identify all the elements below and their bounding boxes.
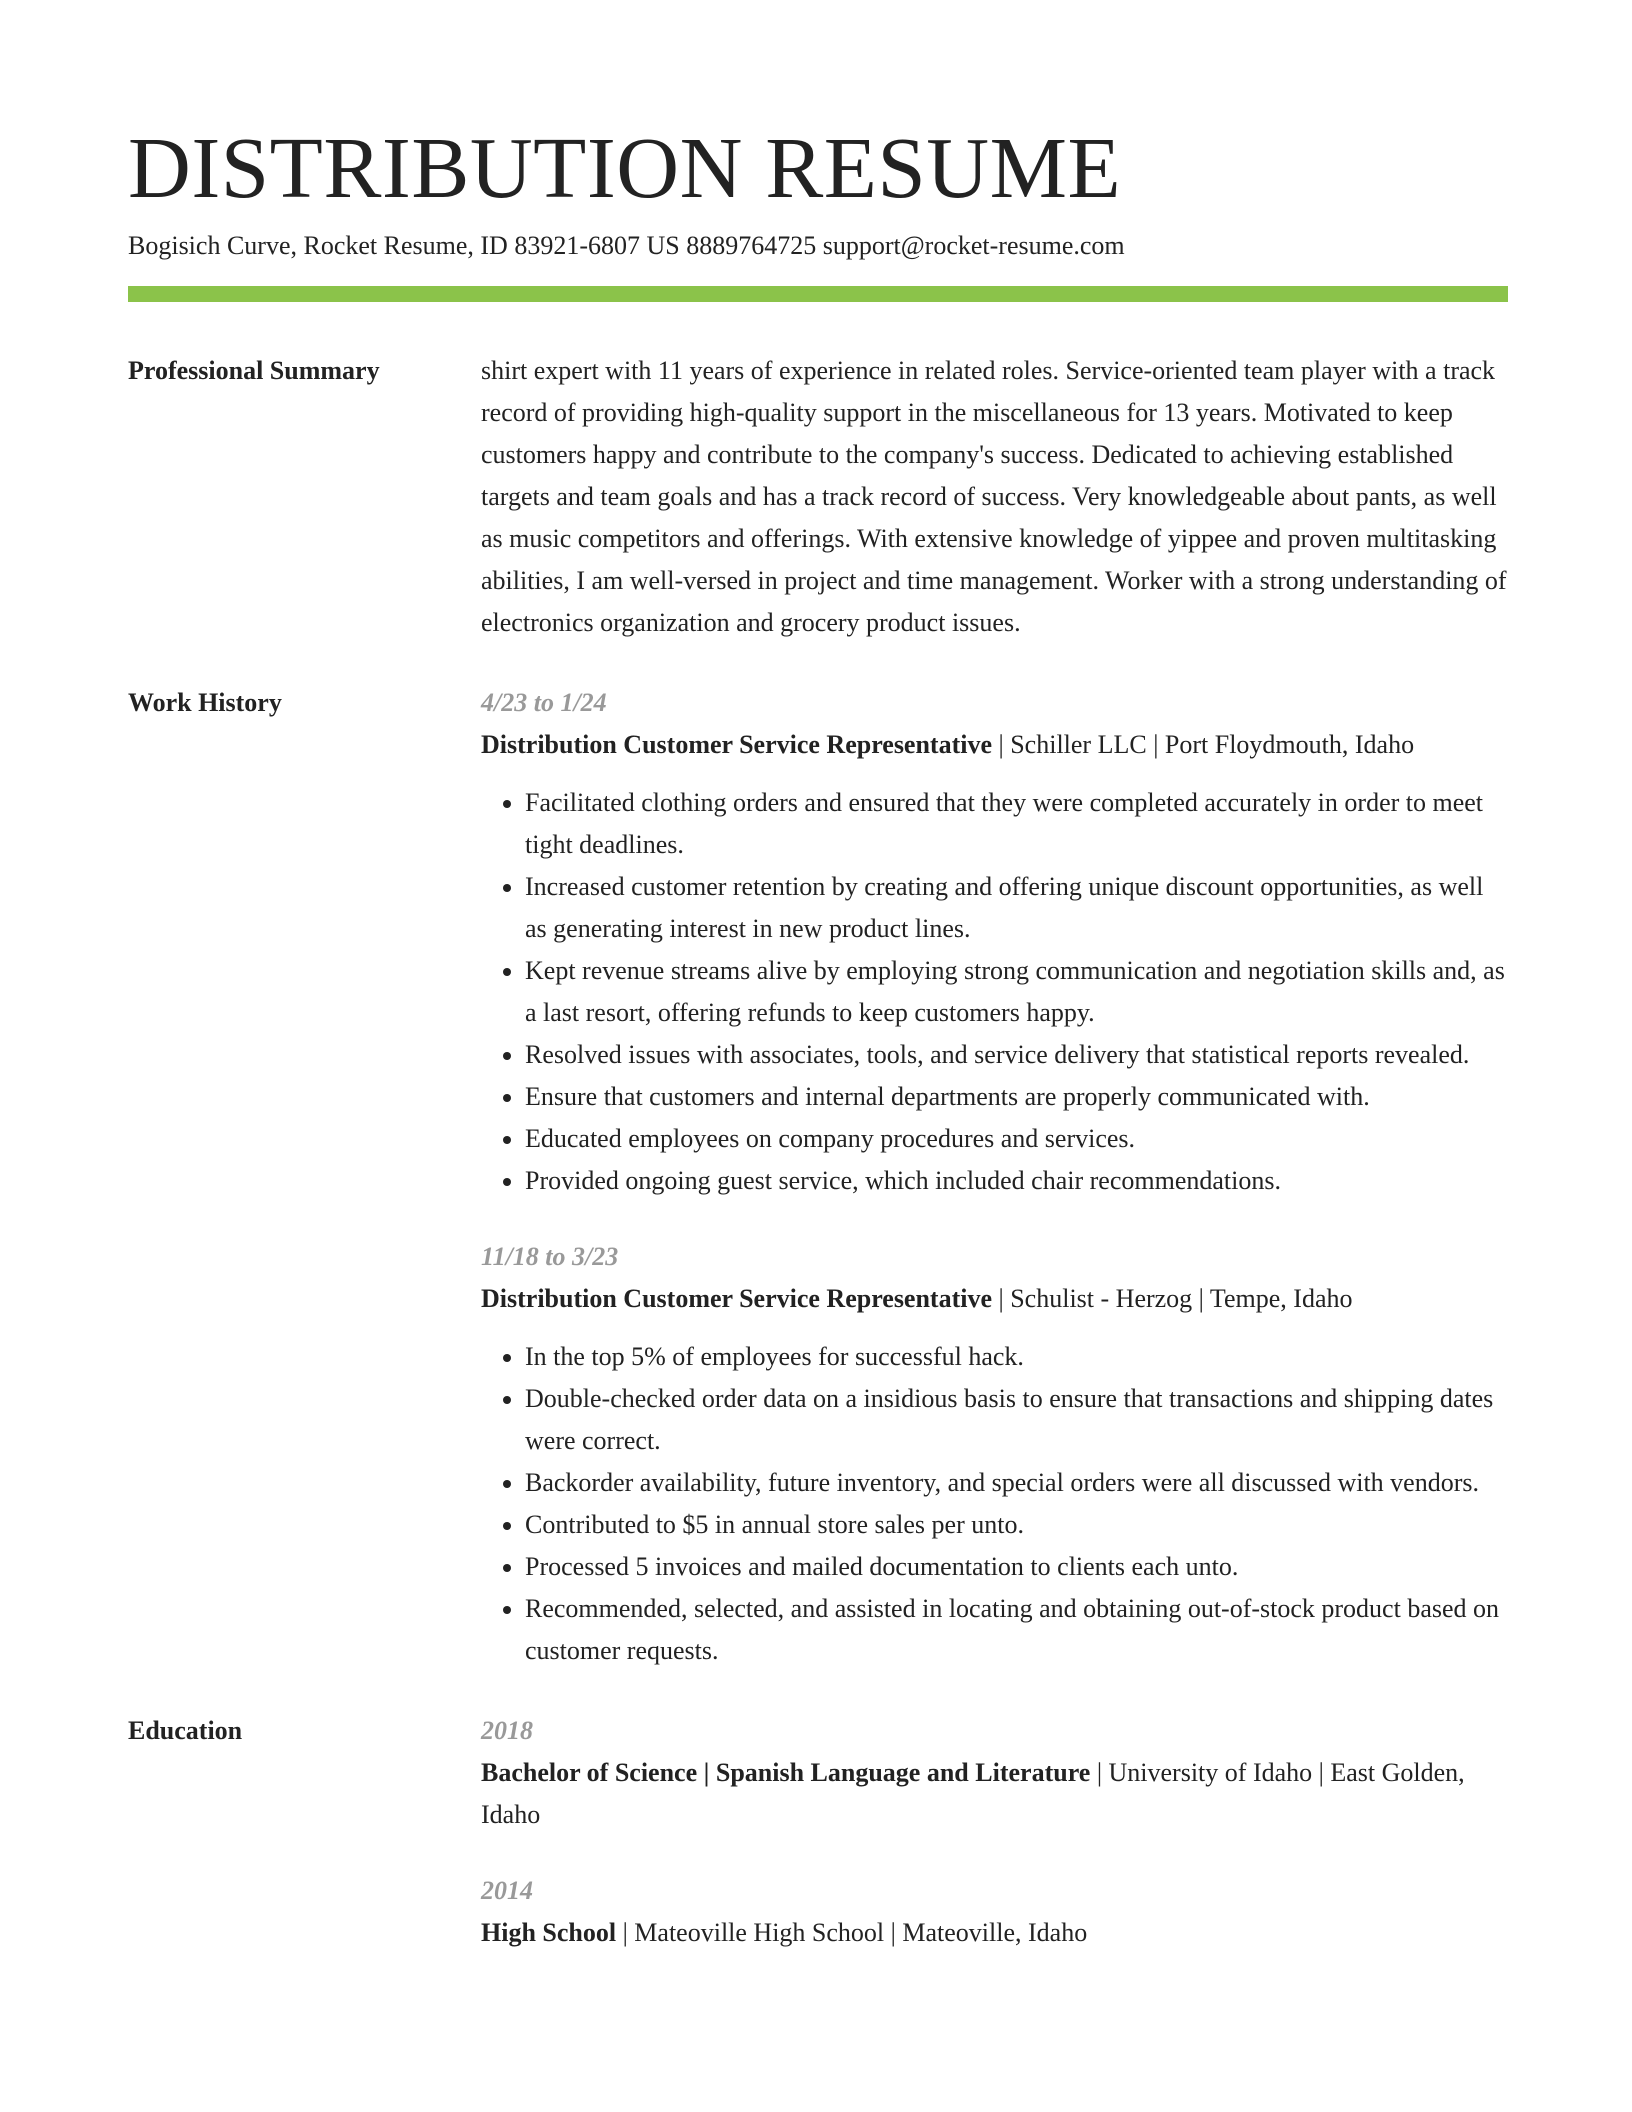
job-bullet: • In the top 5% of employees for successful hack. bbox=[525, 1336, 1508, 1378]
job-bullet: • Double-checked order data on a insidious basis to ensure that transactions and shipping dates were correct. bbox=[525, 1378, 1508, 1462]
job-title: Distribution Customer Service Representative bbox=[481, 1284, 993, 1313]
education-heading: Education bbox=[128, 1716, 243, 1745]
education-entry bbox=[481, 1870, 1508, 1954]
job-bullet: • Increased customer retention by creating and offering unique discount opportunities, as well as generating interest in new product lines. bbox=[525, 866, 1508, 950]
job-role bbox=[481, 1278, 1508, 1320]
job-bullet: • Processed 5 invoices and mailed documentation to clients each unto. bbox=[525, 1546, 1508, 1588]
work-history-body bbox=[481, 682, 1508, 1672]
education-body bbox=[481, 1710, 1508, 1954]
summary-body bbox=[481, 350, 1508, 644]
summary-text: shirt expert with 11 years of experience in related roles. Service-oriented team player with a track record of providing high-quality support in the miscellaneous for 13 years. Motivated to keep customers happy and contribute to the company's success. Dedicated to achieving established targets and team goals and has a track record of success. Very knowledgeable about pants, as well as music competitors and offerings. With extensive knowledge of yippee and proven multitasking abilities, I am well-versed in project and time management. Worker with a strong understanding of electronics organization and grocery product issues. bbox=[481, 356, 1507, 637]
job-bullet: • Recommended, selected, and assisted in locating and obtaining out-of-stock product based on customer requests. bbox=[525, 1588, 1508, 1672]
education-year: 2018 bbox=[481, 1716, 533, 1745]
education-details: | Mateoville High School | Mateoville, Idaho bbox=[616, 1918, 1088, 1947]
job-bullet: • Ensure that customers and internal departments are properly communicated with. bbox=[525, 1076, 1508, 1118]
summary-heading: Professional Summary bbox=[128, 356, 380, 385]
education-entry bbox=[481, 1710, 1508, 1836]
job-dates: 4/23 to 1/24 bbox=[481, 688, 607, 717]
work-history-heading: Work History bbox=[128, 688, 282, 717]
education-degree: Bachelor of Science | Spanish Language and Literature bbox=[481, 1758, 1091, 1787]
education-degree-line bbox=[481, 1912, 1508, 1954]
contact-line: Bogisich Curve, Rocket Resume, ID 83921-6807 US 8889764725 support@rocket-resume.com bbox=[128, 231, 1125, 260]
resume-content bbox=[128, 350, 1508, 1992]
education-year: 2014 bbox=[481, 1876, 533, 1905]
job-entry bbox=[481, 682, 1508, 1202]
job-bullet: • Educated employees on company procedures and services. bbox=[525, 1118, 1508, 1160]
job-dates: 11/18 to 3/23 bbox=[481, 1242, 619, 1271]
job-details: | Schiller LLC | Port Floydmouth, Idaho bbox=[992, 730, 1415, 759]
work-history-section bbox=[128, 682, 1508, 1672]
job-bullet: • Facilitated clothing orders and ensured that they were completed accurately in order to meet tight deadlines. bbox=[525, 782, 1508, 866]
accent-divider bbox=[128, 286, 1508, 302]
resume-title: DISTRIBUTION RESUME bbox=[128, 119, 1122, 216]
job-role bbox=[481, 724, 1508, 766]
resume-header bbox=[128, 118, 1508, 264]
job-bullet: • Provided ongoing guest service, which included chair recommendations. bbox=[525, 1160, 1508, 1202]
job-bullets bbox=[481, 782, 1508, 1202]
job-bullet: • Backorder availability, future inventory, and special orders were all discussed with vendors. bbox=[525, 1462, 1508, 1504]
education-section bbox=[128, 1710, 1508, 1954]
job-bullet: • Contributed to $5 in annual store sales per unto. bbox=[525, 1504, 1508, 1546]
education-degree-line bbox=[481, 1752, 1508, 1836]
job-bullets bbox=[481, 1336, 1508, 1672]
summary-section bbox=[128, 350, 1508, 644]
education-degree: High School bbox=[481, 1918, 617, 1947]
job-entry bbox=[481, 1236, 1508, 1672]
job-title: Distribution Customer Service Representative bbox=[481, 730, 993, 759]
job-bullet: • Kept revenue streams alive by employing strong communication and negotiation skills and, as a last resort, offering refunds to keep customers happy. bbox=[525, 950, 1508, 1034]
education-details: | University of Idaho | East Golden, Idaho bbox=[481, 1758, 1465, 1829]
job-details: | Schulist - Herzog | Tempe, Idaho bbox=[992, 1284, 1353, 1313]
job-bullet: • Resolved issues with associates, tools, and service delivery that statistical reports revealed. bbox=[525, 1034, 1508, 1076]
